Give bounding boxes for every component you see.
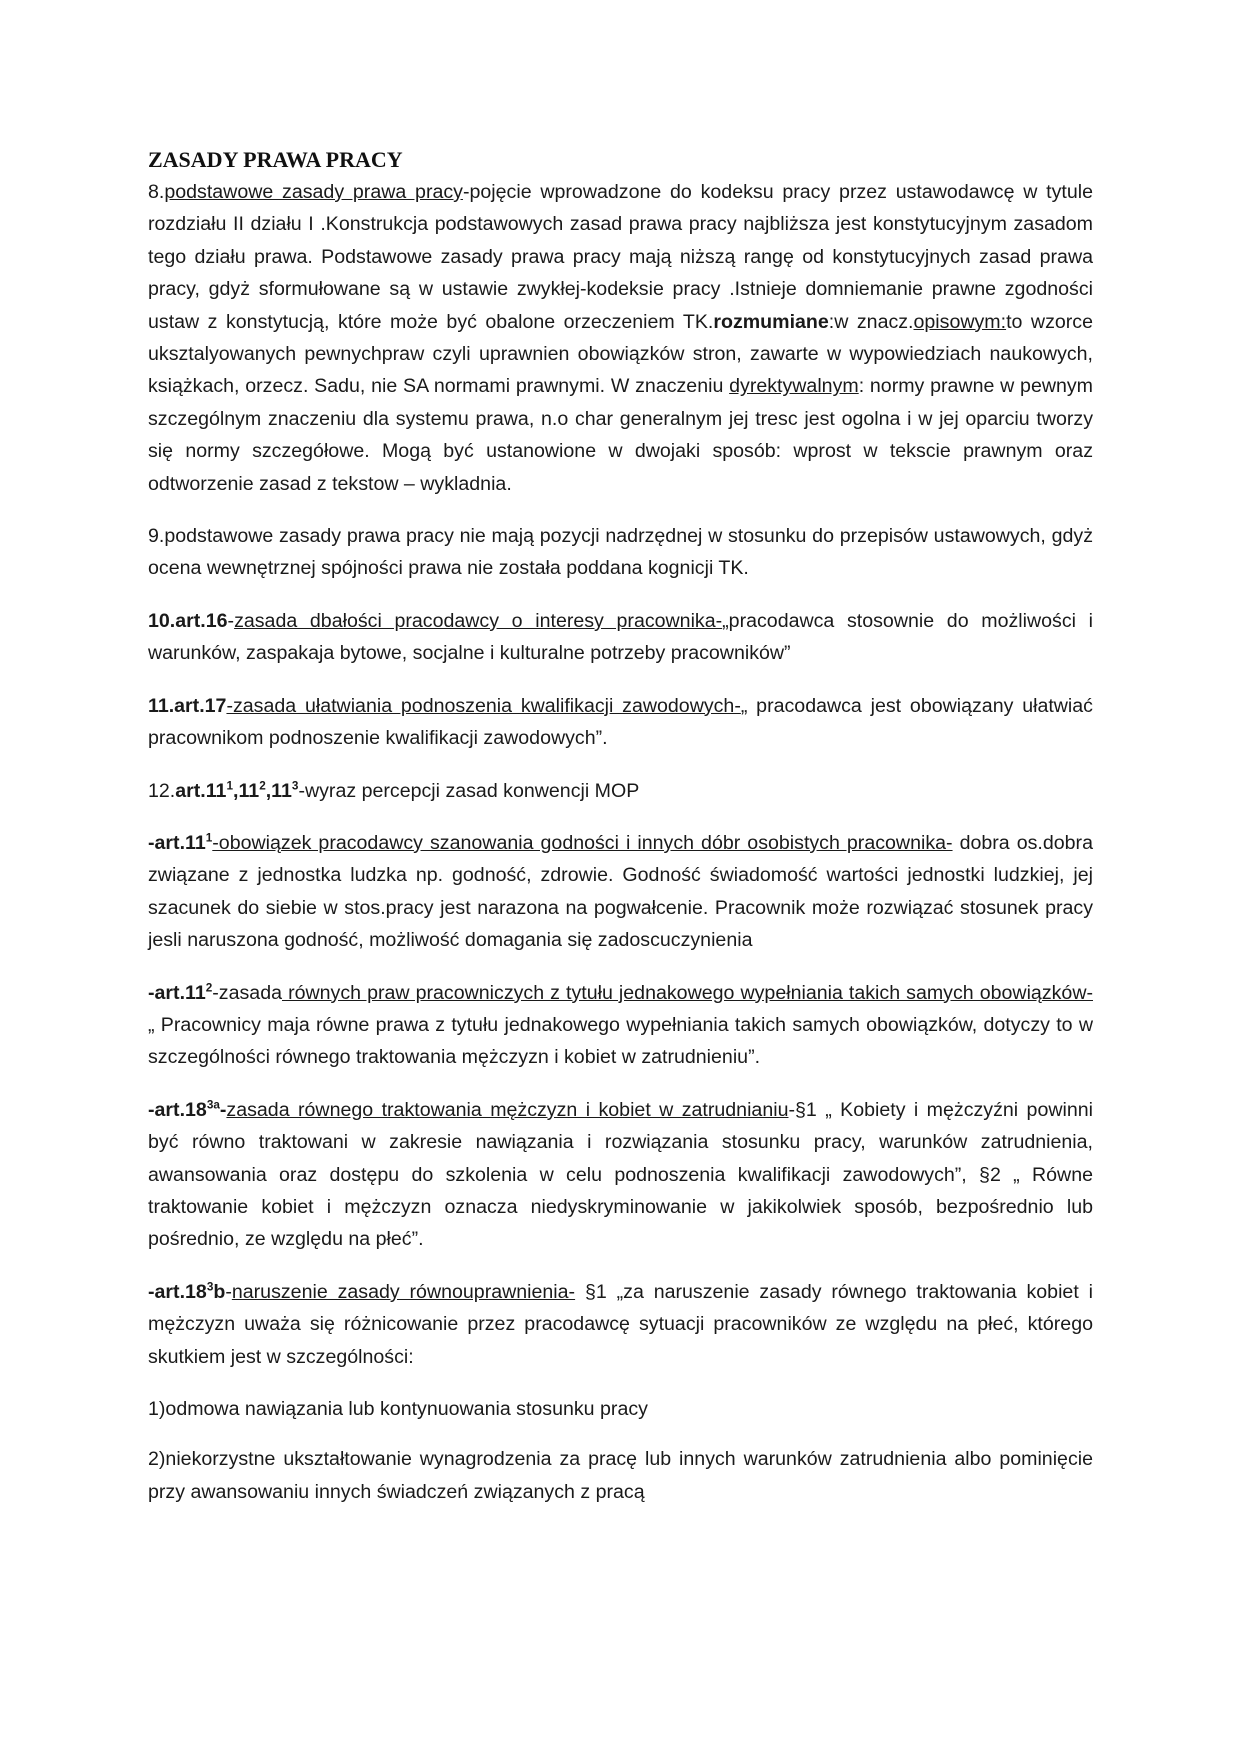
term-rozumiane: rozmumiane: [713, 310, 829, 333]
article-ref: $-art.11^1$: [148, 831, 213, 854]
article-ref: $art.11^1,11^2,11^3$: [175, 778, 299, 802]
paragraph-11: 11.art.17-zasada ułatwiania podnoszenia kwalifikacji zawodowych-„ pracodawca jest obowiązany ułatwiać pracownikom podnoszenie kwalifikacji zawodowych”.: [148, 694, 1093, 750]
article-ref: $-art.18^3b$: [148, 1280, 226, 1303]
list-item-1: 1)odmowa nawiązania lub kontynuowania stosunku pracy: [148, 1398, 648, 1420]
term-rownych-praw: równych praw pracowniczych z tytułu jednakowego wypełniania takich samych obowiązków-: [282, 981, 1093, 1004]
term-ulatwiania: -zasada ułatwiania podnoszenia kwalifikacji zawodowych-: [226, 694, 741, 717]
term-dbalosci: zasada dbałości pracodawcy o interesy pracownika-: [234, 609, 723, 632]
paragraph-art-11-2: $-art.11^2$-zasada równych praw pracowniczych z tytułu jednakowego wypełniania takich samych obowiązków-„ Pracownicy maja równe prawa z tytułu jednakowego wypełniania takich samych obowiązków, dotyczy to w szczególności równego traktowania mężczyzn i kobiet w zatrudnieniu”.: [148, 980, 1093, 1069]
term-rownego-traktowania: zasada równego traktowania mężczyzn i kobiet w zatrudnianiu: [226, 1098, 789, 1121]
article-ref: $-art.18^{3a}-$: [148, 1098, 227, 1121]
term-naruszenie: naruszenie zasady równouprawnienia-: [231, 1280, 576, 1303]
document-page: [148, 146, 1093, 1528]
article-ref: $-art.11^2$: [148, 980, 213, 1004]
paragraph-art-11-1: $-art.11^1$-obowiązek pracodawcy szanowania godności i innych dóbr osobistych pracownika- dobra os.dobra związane z jednostka ludzka np. godność, zdrowie. Godność świadomość wartości jednostki ludzkiej, jej szacunek do siebie w stos.pracy jest narazona na pogwałcenie. Pracownik może rozwiązać stosunek pracy jesli naruszona godność, możliwość domagania się zadoscuczynienia: [148, 831, 1093, 952]
paragraph-9: 9.podstawowe zasady prawa pracy nie mają pozycji nadrzędnej w stosunku do przepisów ustawowych, gdyż ocena wewnętrznej spójności prawa nie została poddana kognicji TK.: [148, 525, 1093, 580]
page-title: ZASADY PRAWA PRACY: [148, 147, 403, 172]
term-podstawowe-zasady: podstawowe zasady prawa pracy: [164, 181, 463, 203]
paragraph-12: $12.art.11^1,11^2,11^3$-wyraz percepcji zasad konwencji MOP: [148, 778, 640, 802]
article-ref: 10.art.16: [148, 609, 228, 632]
paragraph-10: 10.art.16-zasada dbałości pracodawcy o interesy pracownika-„pracodawca stosownie do możliwości i warunków, zaspakaja bytowe, socjalne i kulturalne potrzeby pracowników”: [148, 609, 1093, 665]
paragraph-8: 8.podstawowe zasady prawa pracy-pojęcie wprowadzone do kodeksu pracy przez ustawodawcę w tytule rozdziału II działu I .Konstrukcja podstawowych zasad prawa pracy najbliższa jest konstytucyjnym zasadom tego działu prawa. Podstawowe zasady prawa pracy mają niższą rangę od konstytucyjnych zasad prawa pracy, gdyż sformułowane są w ustawie zwykłej-kodeksie pracy .Istnieje domniemanie prawne zgodności ustaw z konstytucją, które może być obalone orzeczeniem TK.rozmumiane:w znacz.opisowym:to wzorce uksztalyowanych pewnychpraw czyli uprawnien obowiązków stron, zawarte w wypowiedziach naukowych, książkach, orzecz. Sadu, nie SA normami prawnymi. W znaczeniu dyrektywalnym: normy prawne w pewnym szczególnym znaczeniu dla systemu prawa, n.o char generalnym jej tresc jest ogolna i w jej oparciu tworzy się normy szczegółowe. Mogą być ustanowione w dwojaki sposób: wprost w tekscie prawnym oraz odtworzenie zasad z tekstow – wykladnia.: [148, 181, 1094, 495]
paragraph-art-18-3b: $-art.18^3b$-naruszenie zasady równouprawnienia- §1 „za naruszenie zasady równego traktowania kobiet i mężczyzn uważa się różnicowanie przez pracodawcę sytuacji pracowników ze względu na płeć, którego skutkiem jest w szczególności:: [148, 1280, 1093, 1368]
article-ref: 11.art.17: [148, 694, 227, 717]
term-godnosci: -obowiązek pracodawcy szanowania godności i innych dóbr osobistych pracownika-: [212, 831, 953, 854]
term-dyrektywalnym: dyrektywalnym: [729, 375, 859, 398]
paragraph-art-18-3a: $-art.18^{3a}$-zasada równego traktowania mężczyzn i kobiet w zatrudnianiu-§1 „ Kobiety i mężczyźni powinni być równo traktowani w zakresie nawiązania i rozwiązania stosunku pracy, warunków zatrudnienia, awansowania oraz dostępu do szkolenia w celu podnoszenia kwalifikacji zawodowych”, §2 „ Równe traktowanie kobiet i mężczyzn oznacza niedyskryminowanie w jakikolwiek sposób, bezpośrednio lub pośrednio, ze względu na płeć”.: [148, 1098, 1093, 1251]
list-item-2: 2)niekorzystne ukształtowanie wynagrodzenia za pracę lub innych warunków zatrudnienia albo pominięcie przy awansowaniu innych świadczeń związanych z pracą: [148, 1448, 1093, 1503]
term-opisowym: opisowym:: [913, 310, 1007, 333]
